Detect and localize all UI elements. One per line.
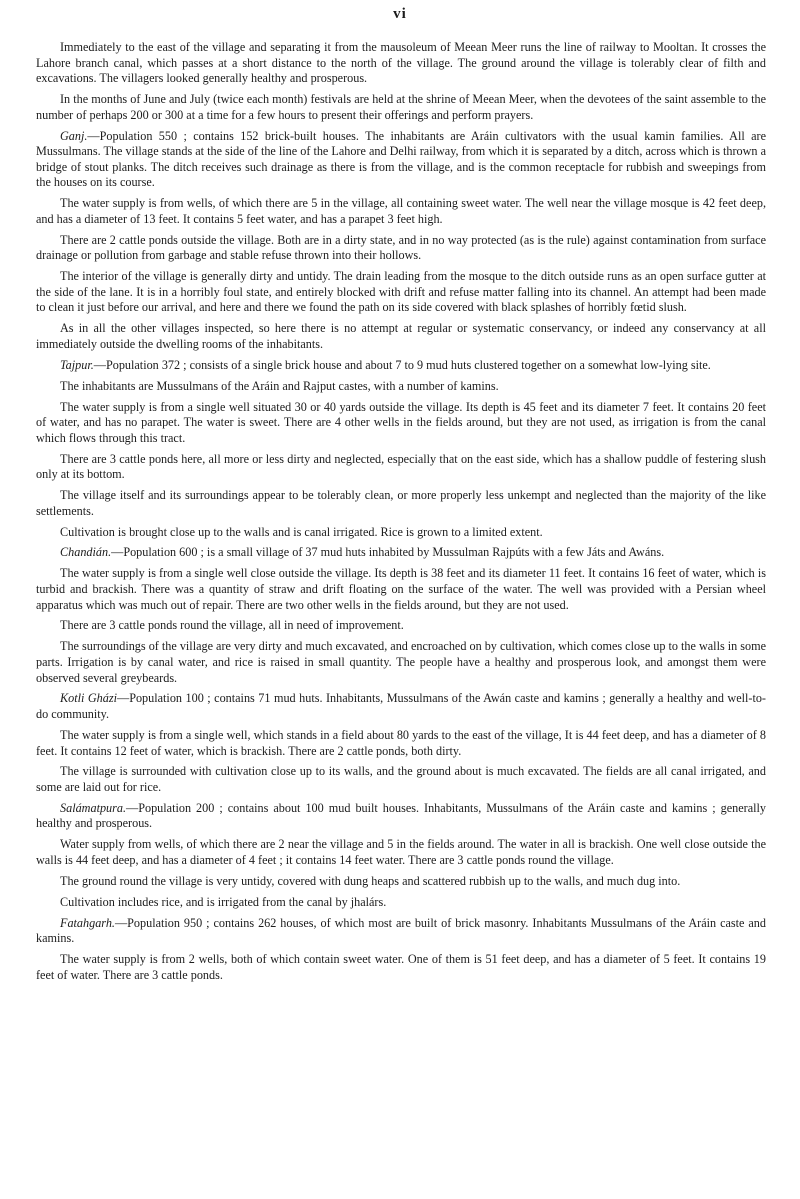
village-heading: Tajpur. [60, 357, 94, 372]
paragraph [36, 233, 766, 264]
paragraph-text: —Population 950 ; contains 262 houses, of which most are built of brick masonry. Inhabitants Mussulmans of the Aráin caste and kamins. [36, 915, 766, 946]
paragraph-text: The village is surrounded with cultivation close up to its walls, and the ground about is much excavated. The fields are all canal irrigated, and some are laid out for rice. [36, 764, 766, 794]
paragraph [36, 691, 766, 722]
paragraph [36, 952, 766, 983]
paragraph-text: There are 2 cattle ponds outside the village. Both are in a dirty state, and in no way protected (as is the rule) against contamination from surface drainage or pollution from garbage and stable refuse thrown into their hollows. [36, 232, 766, 263]
paragraph [36, 129, 766, 191]
paragraph-text: The water supply is from 2 wells, both of which contain sweet water. One of them is 51 feet deep, and has a diameter of 5 feet. It contains 19 feet of water. There are 3 cattle ponds. [36, 952, 766, 982]
paragraph-text: As in all the other villages inspected, so here there is no attempt at regular or systematic conservancy, or indeed any conservancy at all immediately outside the dwelling rooms of the inhabitants. [36, 321, 766, 351]
paragraph-text: Immediately to the east of the village and separating it from the mausoleum of Meean Meer runs the line of railway to Mooltan. It crosses the Lahore branch canal, which passes at a short distance to the north of the village. The ground around the village is tolerably clear of filth and excavations. The villagers looked generally healthy and prosperous. [36, 40, 766, 86]
paragraph [36, 874, 766, 890]
paragraph [36, 269, 766, 316]
paragraph-text: —Population 550 ; contains 152 brick-built houses. The inhabitants are Aráin cultivators with the usual kamin families. All are Mussulmans. The village stands at the side of the line of the Lahore and Delhi railway, from which it is separated by a ditch, across which is thrown a bridge of stout planks. The ditch receives such drainage as there is from the village, and is the common receptacle for rubbish and sweepings from the houses on its course. [36, 128, 766, 190]
paragraph [36, 452, 766, 483]
paragraph [36, 92, 766, 123]
paragraph-text: The surroundings of the village are very dirty and much excavated, and encroached on by cultivation, which comes close up to the walls in some parts. Irrigation is by canal water, and rice is raised in small quantity. The people have a healthy and prosperous look, and amongst them were observed several greybeards. [36, 639, 766, 685]
paragraph-text: The ground round the village is very untidy, covered with dung heaps and scattered rubbish up to the walls, and much dug into. [60, 873, 681, 888]
paragraph [36, 837, 766, 868]
paragraph-text: —Population 100 ; contains 71 mud huts. Inhabitants, Mussulmans of the Awán caste and kamins ; generally a healthy and well-to-do community. [36, 691, 766, 722]
paragraph [36, 639, 766, 686]
paragraph [36, 379, 766, 395]
paragraph [36, 525, 766, 541]
paragraph [36, 895, 766, 911]
paragraph-text: The village itself and its surroundings appear to be tolerably clean, or more properly less unkempt and neglected than the majority of the like settlements. [36, 488, 766, 518]
paragraph-text: The interior of the village is generally dirty and untidy. The drain leading from the mosque to the ditch outside runs as an open surface gutter at the side of the lane. It is in a horribly foul state, and entirely blocked with drift and refuse matter falling into its channel. An attempt had been made to clean it just before our arrival, and here and there we found the path on its side covered with black splashes of horribly fœtid slush. [36, 269, 766, 315]
village-heading: Ganj. [60, 128, 88, 143]
paragraph [36, 400, 766, 447]
paragraph-text: The water supply is from wells, of which there are 5 in the village, all containing sweet water. The well near the village mosque is 42 feet deep, and has a diameter of 13 feet. It contains 5 feet water, and has a parapet 3 feet high. [36, 196, 766, 226]
paragraph-text: There are 3 cattle ponds here, all more or less dirty and neglected, especially that on the east side, which has a shallow puddle of festering slush only at its bottom. [36, 451, 766, 482]
paragraph-text: —Population 372 ; consists of a single brick house and about 7 to 9 mud huts clustered together on a somewhat low-lying site. [93, 357, 711, 372]
paragraph [36, 358, 766, 374]
paragraph-text: —Population 600 ; is a small village of 37 mud huts inhabited by Mussulman Rajpúts with a few Játs and Awáns. [111, 545, 665, 560]
village-heading: Salámatpura. [60, 800, 127, 815]
paragraph [36, 801, 766, 832]
paragraph [36, 916, 766, 947]
paragraph-text: Cultivation includes rice, and is irrigated from the canal by jhalárs. [60, 894, 387, 909]
paragraph-text: In the months of June and July (twice each month) festivals are held at the shrine of Meean Meer, when the devotees of the saint assemble to the number of perhaps 200 or 300 at a time for a few hours to present their offerings and perform prayers. [36, 92, 766, 122]
paragraph-text: Cultivation is brought close up to the walls and is canal irrigated. Rice is grown to a limited extent. [60, 524, 543, 539]
village-heading: Chandián. [60, 545, 112, 560]
paragraph [36, 566, 766, 613]
paragraph [36, 40, 766, 87]
body-text [36, 40, 766, 989]
paragraph [36, 728, 766, 759]
paragraph [36, 196, 766, 227]
paragraph-text: There are 3 cattle ponds round the village, all in need of improvement. [60, 618, 404, 633]
village-heading: Kotli Gházi [60, 691, 117, 706]
paragraph-text: The water supply is from a single well, which stands in a field about 80 yards to the east of the village, It is 44 feet deep, and has a diameter of 8 feet. It contains 12 feet of water, which is brackish. There are 2 cattle ponds, both dirty. [36, 727, 766, 758]
paragraph-text: The water supply is from a single well situated 30 or 40 yards outside the village. Its depth is 45 feet and its diameter 7 feet. It contains 20 feet of water, and has no parapet. The water is sweet. There are 4 other wells in the fields around, but they are not used, as irrigation is from the canal which flows through this tract. [36, 399, 766, 445]
paragraph-text: The water supply is from a single well close outside the village. Its depth is 38 feet and its diameter 11 feet. It contains 16 feet of water, which is turbid and brackish. There was a quantity of straw and drift floating on the surface of the water. The well was provided with a Persian wheel apparatus which was much out of repair. There are two other wells in the fields around, but they are not used. [36, 566, 766, 612]
paragraph-text: —Population 200 ; contains about 100 mud built houses. Inhabitants, Mussulmans of the Aráin caste and kamins ; generally healthy and prosperous. [36, 800, 766, 831]
paragraph [36, 321, 766, 352]
paragraph [36, 764, 766, 795]
paragraph [36, 618, 766, 634]
village-heading: Fatahgarh. [60, 915, 115, 930]
paragraph [36, 488, 766, 519]
paragraph-text: The inhabitants are Mussulmans of the Aráin and Rajput castes, with a number of kamins. [60, 378, 499, 393]
paragraph [36, 545, 766, 561]
page-number: vi [393, 6, 407, 22]
paragraph-text: Water supply from wells, of which there are 2 near the village and 5 in the fields around. The water in all is brackish. One well close outside the walls is 44 feet deep, and has a diameter of 4 feet ; it contains 14 feet water. There are 3 cattle ponds round the village. [36, 837, 766, 867]
